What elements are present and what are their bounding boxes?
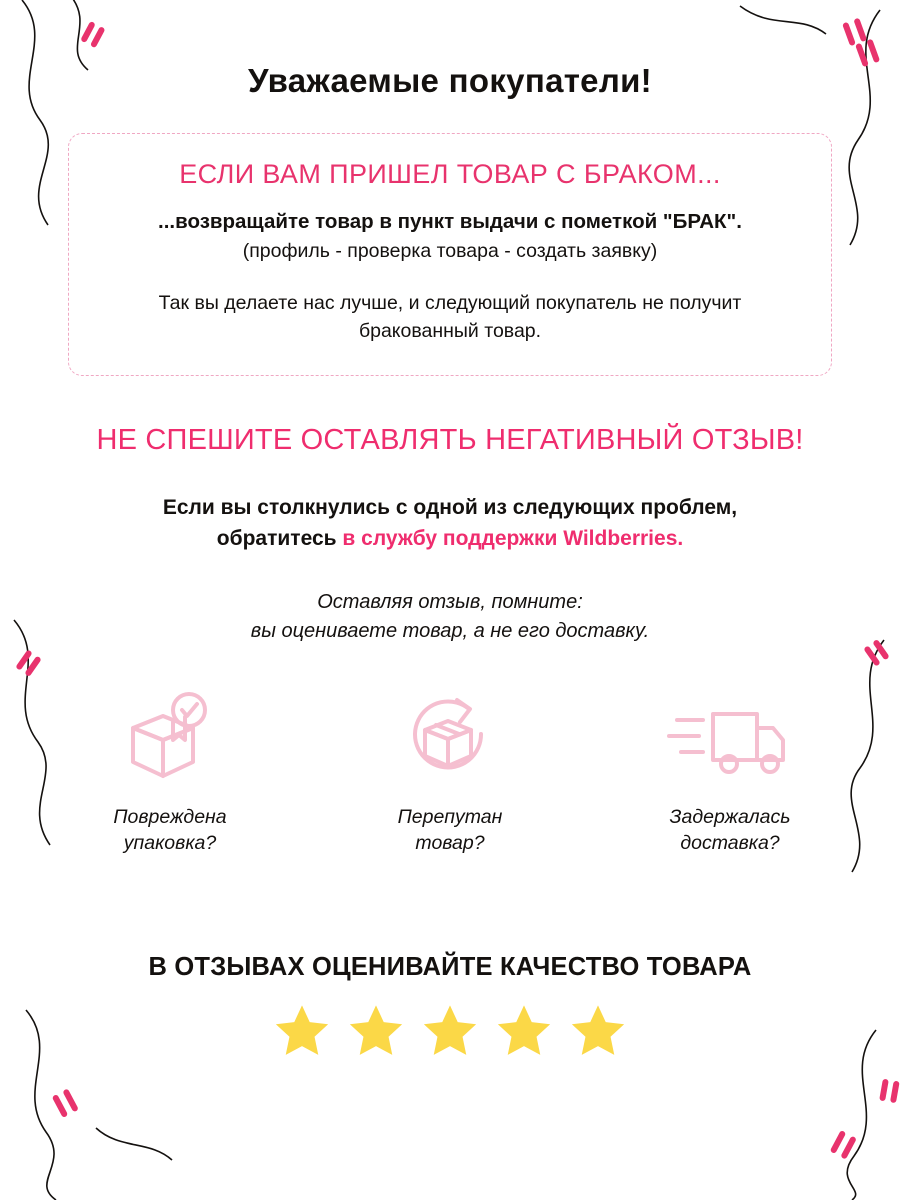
caption-line-1: Задержалась	[669, 806, 791, 829]
star-icon	[417, 1000, 483, 1064]
problem-item-wrong-item	[355, 690, 545, 857]
problems-text	[0, 493, 900, 554]
defect-info-box	[68, 133, 832, 376]
defect-note: Так вы делаете нас лучше, и следующий покупатель не получит бракованный товар.	[158, 291, 742, 342]
problems-line-1: Если вы столкнулись с одной из следующих проблем,	[162, 496, 738, 520]
caption-line-1: Перепутан	[397, 806, 503, 829]
problems-line-2	[0, 524, 900, 554]
star-icon	[343, 1000, 409, 1064]
late-delivery-caption	[635, 804, 825, 857]
star-icon	[491, 1000, 557, 1064]
problem-item-damaged-package	[75, 690, 265, 857]
page-title: Уважаемые покупатели!	[248, 62, 652, 99]
caption-line-2: упаковка?	[123, 832, 217, 855]
support-link: в службу поддержки Wildberries.	[342, 526, 684, 550]
late-delivery-icon	[635, 690, 825, 786]
caption-line-1: Повреждена	[113, 806, 227, 829]
damaged-package-icon	[75, 690, 265, 786]
star-icon	[269, 1000, 335, 1064]
defect-path-hint: (профиль - проверка товара - создать заявку)	[242, 239, 658, 262]
remember-line-1: Оставляя отзыв, помните:	[317, 591, 583, 614]
problem-item-late-delivery	[635, 690, 825, 857]
defect-heading: ЕСЛИ ВАМ ПРИШЕЛ ТОВАР С БРАКОМ...	[179, 159, 721, 189]
negative-review-heading: НЕ СПЕШИТЕ ОСТАВЛЯТЬ НЕГАТИВНЫЙ ОТЗЫВ!	[96, 424, 804, 457]
problem-icons-row	[0, 690, 900, 857]
star-rating	[0, 1000, 900, 1064]
wrong-item-icon	[355, 690, 545, 786]
remember-note	[0, 588, 900, 646]
defect-instruction: ...возвращайте товар в пункт выдачи с пометкой "БРАК".	[158, 209, 742, 233]
caption-line-2: товар?	[415, 832, 485, 855]
damaged-package-caption	[75, 804, 265, 857]
poster-content	[0, 62, 900, 1064]
star-icon	[565, 1000, 631, 1064]
remember-line-2: вы оцениваете товар, а не его доставку.	[250, 620, 650, 643]
problems-line-2-prefix: обратитесь	[216, 526, 337, 550]
wrong-item-caption	[355, 804, 545, 857]
bottom-heading: В ОТЗЫВАХ ОЦЕНИВАЙТЕ КАЧЕСТВО ТОВАРА	[148, 952, 752, 981]
caption-line-2: доставка?	[680, 832, 780, 855]
